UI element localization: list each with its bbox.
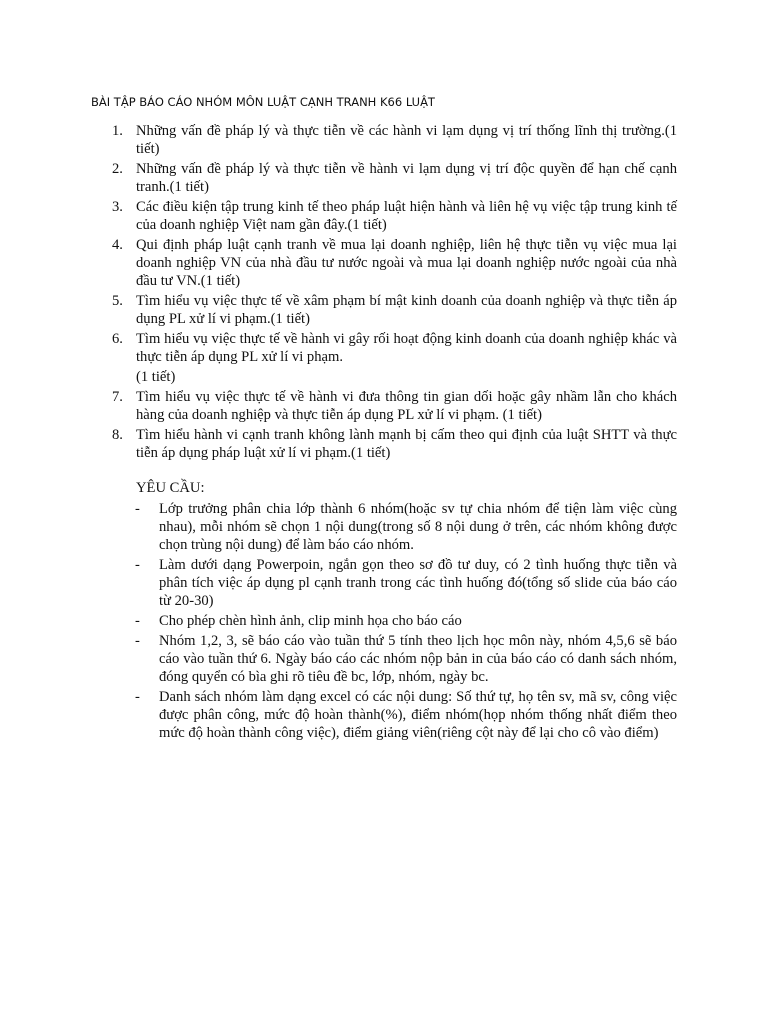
dash-bullet: - (135, 689, 140, 705)
task-item-5 (112, 292, 677, 328)
task-text: Tìm hiểu vụ việc thực tế về xâm phạm bí mật kinh doanh của doanh nghiệp và thực tiễn áp dụng PL xử lí vi phạm.(1 tiết) (136, 293, 677, 327)
task-number: 3. (112, 199, 123, 215)
requirement-item-1 (135, 500, 677, 554)
requirement-item-3 (135, 612, 677, 630)
dash-bullet: - (135, 501, 140, 517)
dash-bullet: - (135, 613, 140, 629)
task-text: Tìm hiểu hành vi cạnh tranh không lành mạnh bị cấm theo qui định của luật SHTT và thực tiễn áp dụng pháp luật xử lí vi phạm.(1 tiết) (136, 427, 677, 461)
task-item-8 (112, 426, 677, 462)
task-number: 8. (112, 427, 123, 443)
document-title: BÀI TẬP BÁO CÁO NHÓM MÔN LUẬT CẠNH TRANH K66 LUẬT (91, 95, 435, 109)
requirement-item-4 (135, 632, 677, 686)
task-text: Các điều kiện tập trung kinh tế theo pháp luật hiện hành và liên hệ vụ việc tập trung kinh tế của doanh nghiệp Việt nam gần đây.(1 tiết) (136, 199, 677, 233)
task-item-2 (112, 160, 677, 196)
task-item-1 (112, 122, 677, 158)
task-text: Những vấn đề pháp lý và thực tiễn về hành vi lạm dụng vị trí độc quyền để hạn chế cạnh tranh.(1 tiết) (136, 161, 677, 195)
task-number: 7. (112, 389, 123, 405)
dash-bullet: - (135, 633, 140, 649)
task-text: Những vấn đề pháp lý và thực tiễn về các hành vi lạm dụng vị trí thống lĩnh thị trường.(1 tiết) (136, 123, 677, 157)
requirements-heading: YÊU CẦU: (136, 480, 205, 496)
task-item-6 (112, 330, 677, 386)
requirement-item-2 (135, 556, 677, 610)
requirement-item-5 (135, 688, 677, 742)
dash-bullet: - (135, 557, 140, 573)
task-text: Tìm hiểu vụ việc thực tế về hành vi đưa thông tin gian dối hoặc gây nhầm lẫn cho khách hàng của doanh nghiệp và thực tiễn áp dụng PL xử lí vi phạm. (1 tiết) (136, 389, 677, 423)
task-number: 4. (112, 237, 123, 253)
task-number: 1. (112, 123, 123, 139)
task-list (112, 122, 677, 464)
task-number: 5. (112, 293, 123, 309)
requirement-text: Lớp trưởng phân chia lớp thành 6 nhóm(hoặc sv tự chia nhóm để tiện làm việc cùng nhau), mỗi nhóm sẽ chọn 1 nội dung(trong số 8 nội dung ở trên, các nhóm không được chọn trùng nội dung) để làm báo cáo nhóm. (159, 501, 677, 553)
task-number: 6. (112, 331, 123, 347)
requirements-list (135, 500, 677, 744)
task-duration-note: (1 tiết) (136, 369, 176, 385)
requirement-text: Danh sách nhóm làm dạng excel có các nội dung: Số thứ tự, họ tên sv, mã sv, công việc được phân công, mức độ hoàn thành(%), điểm nhóm(họp nhóm thống nhất điểm theo mức độ hoàn thành công việc), điểm giảng viên(riêng cột này để lại cho cô vào điểm) (159, 689, 677, 741)
requirement-text: Nhóm 1,2, 3, sẽ báo cáo vào tuần thứ 5 tính theo lịch học môn này, nhóm 4,5,6 sẽ báo cáo vào tuần thứ 6. Ngày báo cáo các nhóm nộp bản in của báo cáo có danh sách nhóm, đóng quyển có bìa ghi rõ tiêu đề bc, lớp, nhóm, ngày bc. (159, 633, 677, 685)
requirement-text: Làm dưới dạng Powerpoin, ngắn gọn theo sơ đồ tư duy, có 2 tình huống thực tiễn và phân tích việc áp dụng pl cạnh tranh trong các tình huống đó(tổng số slide của báo cáo từ 20-30) (159, 557, 677, 609)
task-text: Qui định pháp luật cạnh tranh về mua lại doanh nghiệp, liên hệ thực tiễn vụ việc mua lại doanh nghiệp VN của nhà đầu tư nước ngoài và mua lại doanh nghiệp nước ngoài của nhà đầu tư VN.(1 tiết) (136, 237, 677, 289)
task-item-3 (112, 198, 677, 234)
task-text: Tìm hiểu vụ việc thực tế về hành vi gây rối hoạt động kinh doanh của doanh nghiệp khác và thực tiễn áp dụng PL xử lí vi phạm. (136, 331, 677, 365)
requirement-text: Cho phép chèn hình ảnh, clip minh họa cho báo cáo (159, 613, 462, 629)
task-number: 2. (112, 161, 123, 177)
task-item-7 (112, 388, 677, 424)
task-item-4 (112, 236, 677, 290)
